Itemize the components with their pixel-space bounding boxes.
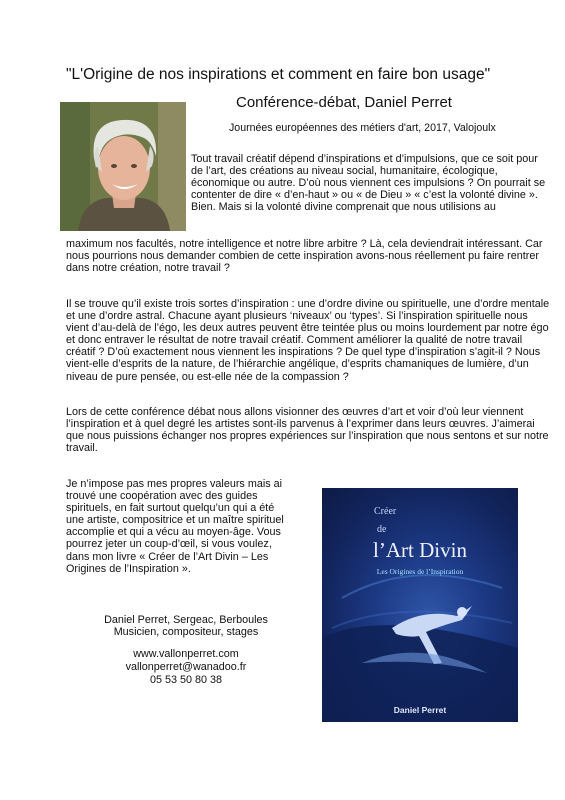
website-text: www.vallonperret.com <box>133 648 239 660</box>
event-line: Journées européennes des métiers d'art, 2017, Valojoulx <box>229 122 496 134</box>
paragraph-types-of-inspiration: Il se trouve qu’il existe trois sortes d’inspiration : une d’ordre divine ou spirituelle, une d’ordre mentale et une d’ordre astral. Chacune ayant plusieurs ‘niveaux’ ou ‘types’. Si l’inspiration spirituelle nous vient d’au-delà de l’égo, les deux autres peuvent être teintée plus ou moins lourdement par notre égo et donc entraver le résultat de notre travail créatif. Comment améliorer la qualité de notre travail créatif ? D’où exactement nous viennent les inspirations ? De quel type d’inspiration s’agit-il ? Nous vient-elle d’esprits de la nature, de l’hiérarchie angélique, d’esprits chamaniques de lumière, d’un niveau de pure pensée, ou est-elle née de la compassion ? <box>66 298 550 383</box>
signature-name-line: Daniel Perret, Sergeac, Berboules <box>104 614 268 626</box>
contact-block <box>76 648 296 688</box>
signature-role-line: Musicien, compositeur, stages <box>113 626 259 639</box>
book-title-line-2: de <box>377 524 387 535</box>
portrait-illustration <box>60 102 186 231</box>
paragraph-book-mention: Je n’impose pas mes propres valeurs mais ai trouvé une coopération avec des guides spirituels, en fait surtout quelqu’un qui a été une artiste, compositrice et un maître spirituel accomplie et qui a vécu au moyen-âge. Vous pourrez jeter un coup-d’œil, si vous voulez, dans mon livre « Créer de l’Art Divin – Les Origines de l’Inspiration ». <box>66 478 284 575</box>
signature-block <box>76 614 296 638</box>
document-title: "L'Origine de nos inspirations et comment en faire bon usage" <box>66 66 491 83</box>
intro-paragraph-wide: maximum nos facultés, notre intelligence et notre libre arbitre ? Là, cela deviendrait intéressant. Car nous pourrions nous demander combien de cette inspiration avons-nous réellement pu faire rentrer dans notre création, notre travail ? <box>66 238 543 275</box>
book-cover-image <box>322 488 518 722</box>
intro-paragraph-narrow: Tout travail créatif dépend d’inspirations et d’impulsions, que ce soit pour de l’art, des créations au niveau social, humanitaire, écologique, économique ou autre. D’où nous viennent ces impulsions ? On pourrait se contenter de dire « d’en-haut » ou « de Dieu » « c’est la volonté divine ». Bien. Mais si la volonté divine comprenait que nous utilisions au <box>191 153 546 214</box>
book-title-line-1: Créer <box>374 506 397 517</box>
book-subtitle: Les Origines de l’Inspiration <box>376 567 464 576</box>
dancer-illustration <box>322 488 518 722</box>
author-portrait-photo <box>60 102 186 231</box>
paragraph-conference: Lors de cette conférence débat nous allons visionner des œuvres d’art et voir d’où leur viennent l’inspiration et à quel degré les artistes sont-ils parvenus à l’exprimer dans leurs œuvres. J’aimerai que nous puissions échanger nos propres expériences sur l’inspiration que nous sentons et sur notre travail. <box>66 406 549 455</box>
document-subtitle: Conférence-débat, Daniel Perret <box>236 94 452 111</box>
phone-text: 05 53 50 80 38 <box>149 674 223 687</box>
email-text: vallonperret@wanadoo.fr <box>125 661 247 674</box>
book-author: Daniel Perret <box>393 705 447 715</box>
book-title-main: l’Art Divin <box>373 538 467 562</box>
